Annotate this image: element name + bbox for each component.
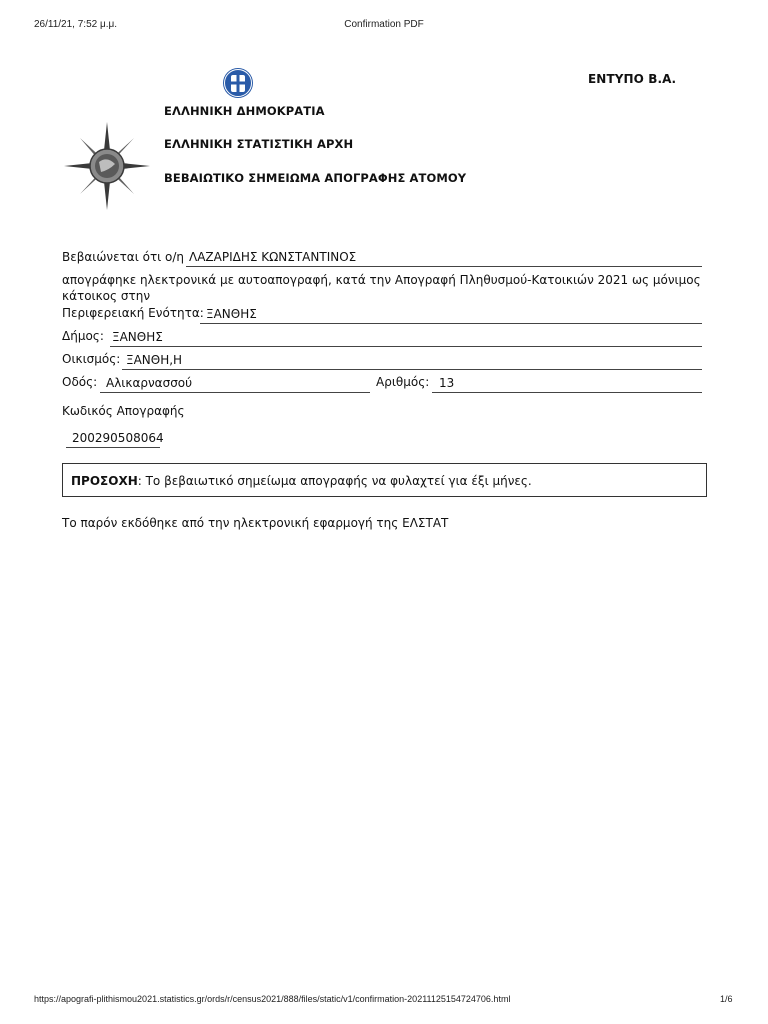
settlement-label: Οικισμός:: [62, 352, 121, 366]
number-label: Αριθμός:: [376, 375, 430, 389]
number-field: [432, 376, 702, 393]
number-value: 13: [439, 376, 455, 390]
print-page-number: 1/6: [720, 994, 733, 1004]
form-code: ΕΝΤΥΠΟ Β.Α.: [588, 72, 677, 86]
notice-message: : Το βεβαιωτικό σημείωμα απογραφής να φυλαχτεί για έξι μήνες.: [137, 474, 532, 488]
census-code-value: 200290508064: [72, 431, 164, 445]
census-code-label: Κωδικός Απογραφής: [62, 404, 185, 418]
document-title: ΒΕΒΑΙΩΤΙΚΟ ΣΗΜΕΙΩΜΑ ΑΠΟΓΡΑΦΗΣ ΑΤΟΜΟΥ: [164, 171, 467, 185]
municipality-label: Δήμος:: [62, 329, 104, 343]
greek-emblem-icon: [222, 66, 254, 100]
notice-box: [62, 463, 707, 497]
print-title: Confirmation PDF: [344, 19, 424, 30]
settlement-field: [122, 353, 702, 370]
name-value: ΛΑΖΑΡΙΔΗΣ ΚΩΝΣΤΑΝΤΙΝΟΣ: [189, 250, 357, 264]
municipality-value: ΞΑΝΘΗΣ: [112, 330, 163, 344]
street-field: [100, 376, 370, 393]
region-value: ΞΑΝΘΗΣ: [206, 307, 257, 321]
certify-label: Βεβαιώνεται ότι ο/η: [62, 250, 185, 264]
municipality-field: [110, 330, 702, 347]
region-field: [200, 307, 702, 324]
street-label: Οδός:: [62, 375, 98, 389]
census-code-field: [66, 431, 164, 448]
print-datetime: 26/11/21, 7:52 μ.μ.: [34, 19, 118, 30]
print-url: https://apografi-plithismou2021.statistics.gr/ords/r/census2021/888/files/static/v1/confirmation-20211125154724706.html: [34, 994, 511, 1004]
issued-note: Το παρόν εκδόθηκε από την ηλεκτρονική εφαρμογή της ΕΛΣΤΑΤ: [62, 516, 449, 530]
name-field: [186, 250, 702, 267]
settlement-value: ΞΑΝΘΗ,Η: [126, 353, 183, 367]
notice-text: [71, 474, 532, 488]
region-label: Περιφερειακή Ενότητα:: [62, 306, 204, 320]
elstat-compass-logo-icon: [62, 120, 152, 212]
street-value: Αλικαρνασσού: [106, 376, 193, 390]
authority-title: ΕΛΛΗΝΙΚΗ ΣΤΑΤΙΣΤΙΚΗ ΑΡΧΗ: [164, 137, 354, 151]
republic-title: ΕΛΛΗΝΙΚΗ ΔΗΜΟΚΡΑΤΙΑ: [164, 104, 325, 118]
notice-bold: ΠΡΟΣΟΧΗ: [71, 474, 138, 488]
census-sentence: απογράφηκε ηλεκτρονικά με αυτοαπογραφή, κατά την Απογραφή Πληθυσμού-Κατοικιών 2021 ως μόνιμος κάτοικος στην: [62, 273, 701, 303]
